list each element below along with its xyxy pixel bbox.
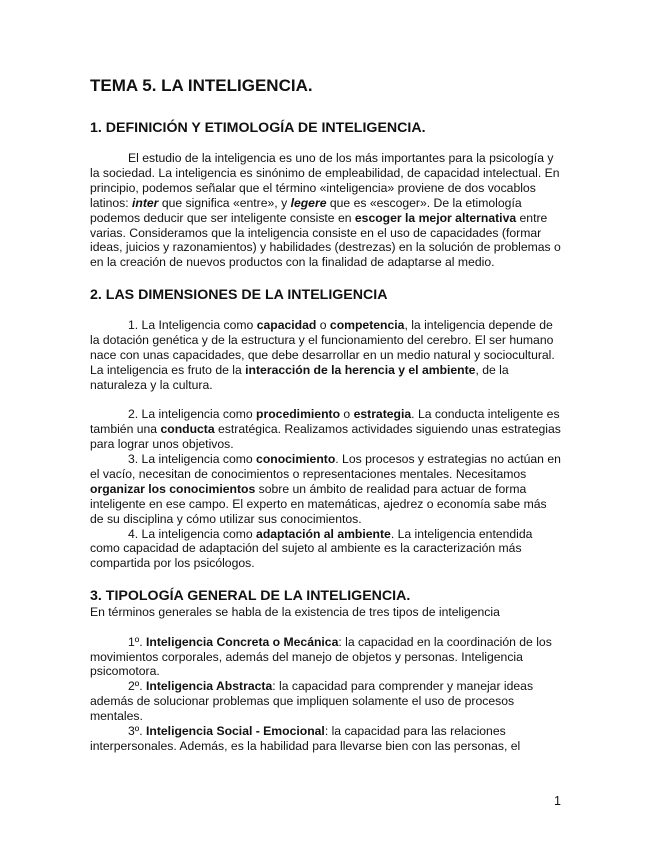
- section-1-heading: 1. DEFINICIÓN Y ETIMOLOGÍA DE INTELIGENCIA.: [90, 120, 426, 136]
- type-item-2: 2º. Inteligencia Abstracta: la capacidad para comprender y manejar ideas además de solucionar problemas que impliquen solamente el uso de procesos mentales.: [90, 679, 534, 724]
- document-title: TEMA 5. LA INTELIGENCIA.: [90, 76, 313, 95]
- section-2-heading: 2. LAS DIMENSIONES DE LA INTELIGENCIA: [90, 287, 388, 304]
- dimension-item-2: 2. La inteligencia como procedimiento o estrategia. La conducta inteligente es también una conducta estratégica. Realizamos actividades siguiendo unas estrategias para lograr unos objetivos.: [90, 407, 561, 452]
- type-item-1: 1º. Inteligencia Concreta o Mecánica: la capacidad en la coordinación de los movimientos corporales, además del manejo de objetos y personas. Inteligencia psicomotora.: [90, 634, 552, 679]
- page-number: 1: [554, 794, 561, 808]
- dimension-item-4: 4. La inteligencia como adaptación al ambiente. La inteligencia entendida como capacidad de adaptación del sujeto al ambiente es la caracterización más compartida por los psicólogos.: [90, 526, 533, 571]
- section-3-intro: En términos generales se habla de la existencia de tres tipos de inteligencia: [90, 605, 500, 620]
- document-page: [90, 76, 562, 754]
- section-3-heading: 3. TIPOLOGÍA GENERAL DE LA INTELIGENCIA.: [90, 588, 411, 605]
- dimension-item-3: 3. La inteligencia como conocimiento. Los procesos y estrategias no actúan en el vacío, necesitan de conocimientos o representaciones mentales. Necesitamos organizar los conocimientos sobre un ámbito de realidad para actuar de forma inteligente en ese campo. El experto en matemáticas, ajedrez o economía sabe más de su disciplina y cómo utilizar sus conocimientos.: [90, 452, 561, 526]
- type-item-3: 3º. Inteligencia Social - Emocional: la capacidad para las relaciones interpersonales. Además, es la habilidad para llevarse bien con las personas, el: [90, 724, 521, 753]
- section-1-paragraph: El estudio de la inteligencia es uno de los más importantes para la psicología y la sociedad. La inteligencia es sinónimo de empleabilidad, de capacidad intelectual. En principio, podemos señalar que el término «inteligencia» proviene de dos vocablos latinos: inter que significa «entre», y legere que es «escoger». De la etimología podemos deducir que ser inteligente consiste en escoger la mejor alternativa entre varias. Consideramos que la inteligencia consiste en el uso de capacidades (formar ideas, juicios y razonamientos) y habilidades (destrezas) en la solución de problemas o en la creación de nuevos productos con la finalidad de adaptarse al medio.: [90, 151, 561, 270]
- dimension-item-1: 1. La Inteligencia como capacidad o competencia, la inteligencia depende de la dotación genética y de la estructura y el funcionamiento del cerebro. El ser humano nace con unas capacidades, que debe desarrollar en un medio natural y sociocultural. La inteligencia es fruto de la interacción de la herencia y el ambiente, de la naturaleza y la cultura.: [90, 318, 555, 392]
